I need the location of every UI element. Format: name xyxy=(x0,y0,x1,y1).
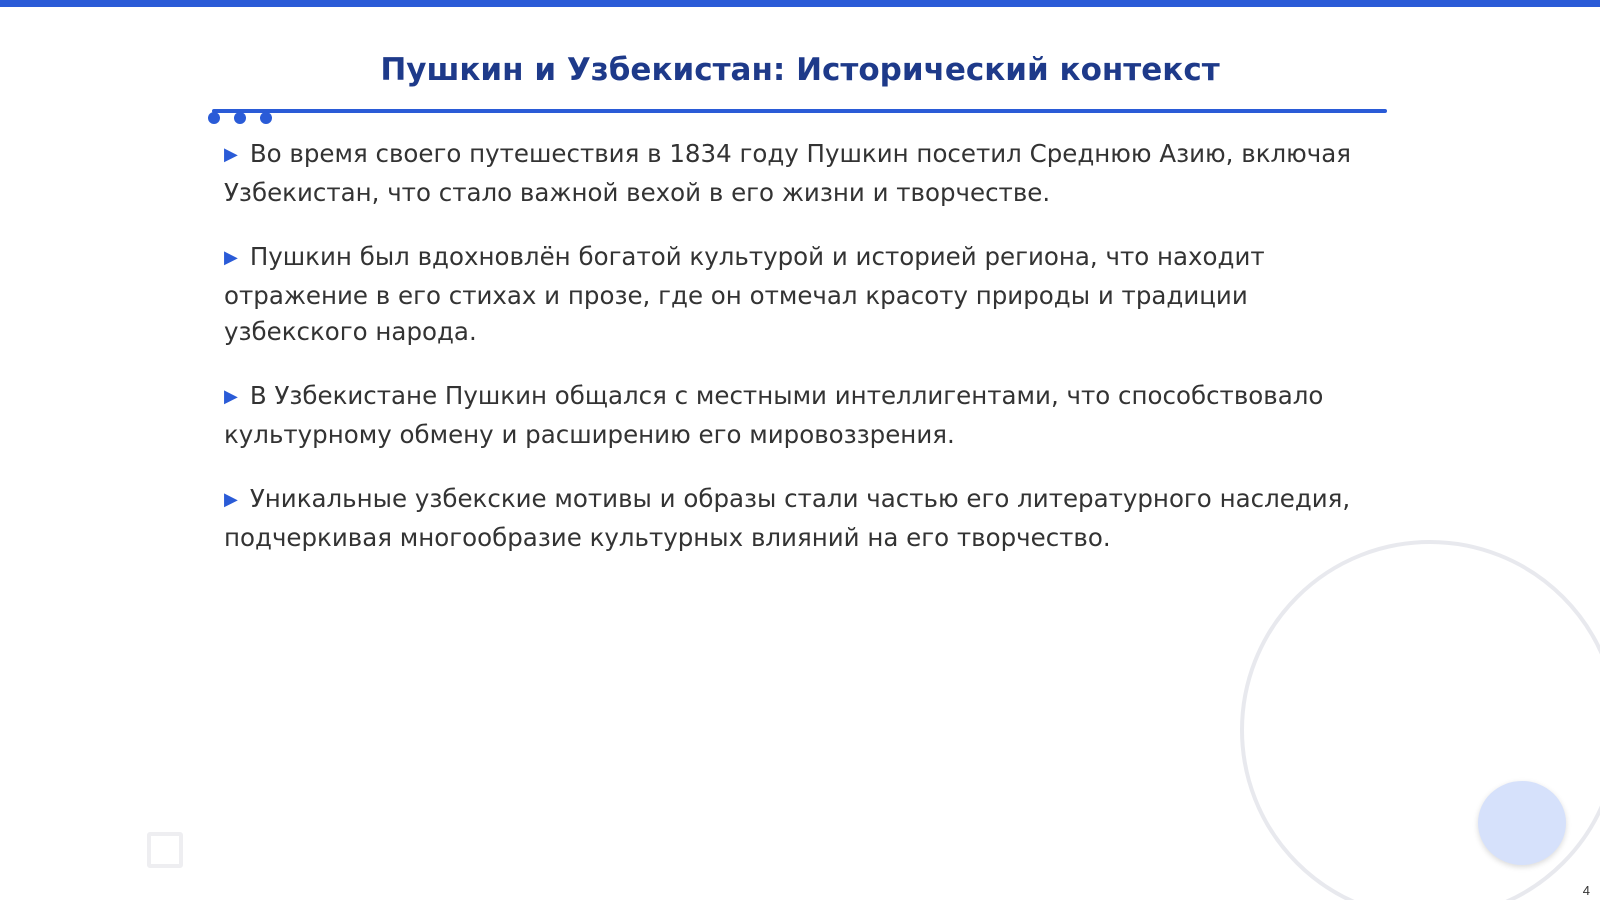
decorative-dot xyxy=(260,112,272,124)
top-accent-bar xyxy=(0,0,1600,7)
bullet-arrow-icon: ▶ xyxy=(224,489,238,510)
bullet-text: Пушкин был вдохновлён богатой культурой и историей региона, что находит отражение в его стихах и прозе, где он отмечал красоту природы и традиции узбекского народа. xyxy=(224,242,1265,346)
bullet-item xyxy=(224,378,1374,453)
decorative-dot xyxy=(234,112,246,124)
bullet-arrow-icon: ▶ xyxy=(224,144,238,165)
decorative-circle xyxy=(1478,781,1566,865)
bullet-text: Во время своего путешествия в 1834 году Пушкин посетил Среднюю Азию, включая Узбекистан, что стало важной вехой в его жизни и творчестве. xyxy=(224,139,1352,207)
title-underline xyxy=(212,109,1387,113)
decorative-dot xyxy=(208,112,220,124)
bullet-item xyxy=(224,239,1374,350)
bullet-text: Уникальные узбекские мотивы и образы стали частью его литературного наследия, подчеркивая многообразие культурных влияний на его творчество. xyxy=(224,484,1351,552)
decorative-square xyxy=(147,832,183,868)
bullet-list xyxy=(224,136,1374,584)
bullet-item xyxy=(224,136,1374,211)
slide-title: Пушкин и Узбекистан: Исторический контекст xyxy=(380,52,1220,88)
bullet-arrow-icon: ▶ xyxy=(224,247,238,268)
bullet-item xyxy=(224,481,1374,556)
bullet-arrow-icon: ▶ xyxy=(224,386,238,407)
bullet-text: В Узбекистане Пушкин общался с местными интеллигентами, что способствовало культурному обмену и расширению его мировоззрения. xyxy=(224,381,1324,449)
page-number: 4 xyxy=(1582,883,1590,898)
